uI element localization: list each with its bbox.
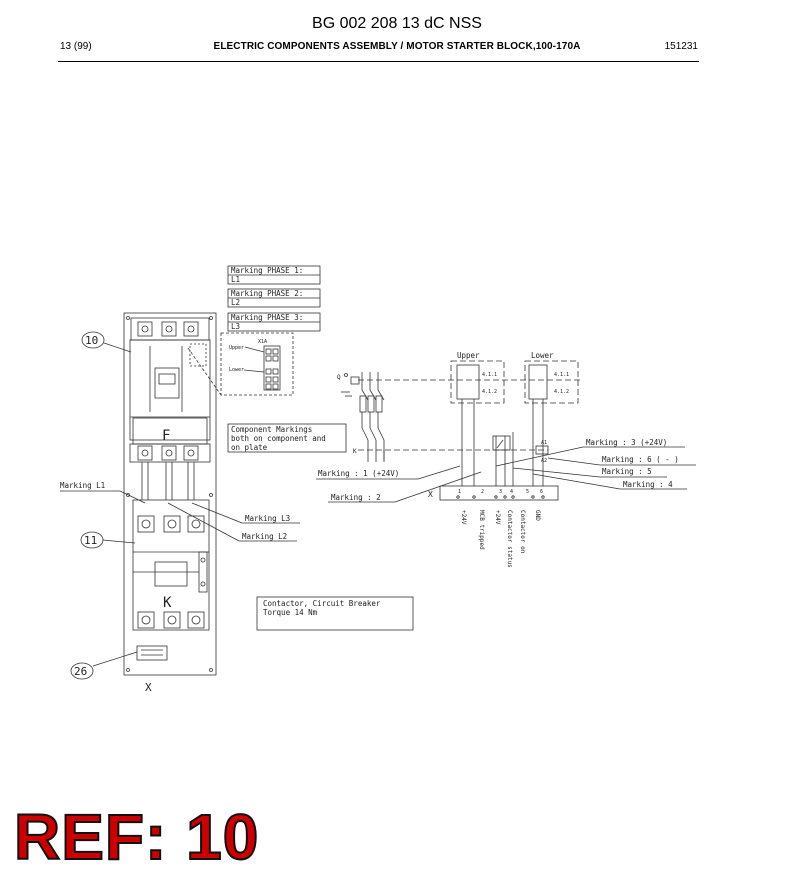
svg-text:both on component and: both on component and: [231, 434, 326, 443]
terminal-labels: [460, 510, 541, 568]
svg-text:1: 1: [458, 489, 462, 495]
svg-text:K: K: [163, 595, 172, 611]
contactor: [133, 500, 209, 630]
svg-text:Contactor on: Contactor on: [519, 510, 526, 554]
page-subtitle: ELECTRIC COMPONENTS ASSEMBLY / MOTOR STARTER BLOCK,100-170A: [213, 41, 581, 52]
marking-l3: [192, 503, 300, 523]
svg-text:K: K: [353, 448, 357, 455]
svg-text:Marking : 4: Marking : 4: [623, 480, 673, 489]
svg-text:A1: A1: [541, 440, 548, 446]
svg-text:4.1.1: 4.1.1: [482, 372, 498, 378]
marking-6: [548, 455, 696, 465]
svg-text:Component Markings: Component Markings: [231, 425, 313, 434]
svg-text:MCB tripped: MCB tripped: [478, 510, 485, 550]
svg-text:Contactor, Circuit Breaker: Contactor, Circuit Breaker: [263, 599, 381, 608]
svg-text:X: X: [428, 490, 433, 499]
svg-text:6: 6: [540, 489, 544, 495]
svg-text:5: 5: [526, 489, 530, 495]
svg-text:3: 3: [499, 489, 503, 495]
torque-box: [257, 597, 413, 630]
component-markings-box: [228, 424, 346, 452]
svg-text:X1A: X1A: [258, 339, 268, 345]
svg-text:Marking PHASE 1:: Marking PHASE 1:: [231, 266, 304, 275]
svg-text:Marking : 3 (+24V): Marking : 3 (+24V): [586, 438, 668, 447]
page-number: 13 (99): [60, 41, 92, 52]
svg-text:+24V: +24V: [460, 510, 467, 525]
svg-text:4.1.2: 4.1.2: [554, 389, 570, 395]
svg-text:2: 2: [481, 489, 485, 495]
svg-text:F: F: [162, 428, 171, 444]
phase-box-2: [228, 289, 320, 307]
svg-text:4: 4: [510, 489, 514, 495]
phase-box-3: [228, 313, 320, 331]
svg-text:L3: L3: [231, 322, 241, 331]
svg-text:Marking : 6 ( - ): Marking : 6 ( - ): [602, 455, 679, 464]
marking-l1: [60, 481, 145, 503]
svg-text:Marking L2: Marking L2: [242, 532, 288, 541]
svg-text:Torque 14 Nm: Torque 14 Nm: [263, 608, 318, 617]
svg-text:on plate: on plate: [231, 443, 268, 452]
svg-text:Upper: Upper: [229, 345, 245, 351]
svg-text:Lower: Lower: [229, 367, 245, 373]
svg-text:Marking : 5: Marking : 5: [602, 467, 652, 476]
ref-label: REF: 10: [14, 801, 260, 873]
inset-detail: [188, 333, 293, 395]
svg-text:11: 11: [84, 534, 98, 547]
svg-text:Marking L3: Marking L3: [245, 514, 291, 523]
svg-text:4.1.1: 4.1.1: [554, 372, 570, 378]
marking-1: [316, 466, 460, 479]
svg-text:Upper: Upper: [457, 351, 480, 360]
svg-text:Lower: Lower: [531, 351, 554, 360]
marking-4: [533, 474, 687, 489]
svg-text:X: X: [145, 681, 152, 694]
svg-text:Marking : 1 (+24V): Marking : 1 (+24V): [318, 469, 400, 478]
document-code: 151231: [664, 41, 698, 52]
svg-text:A2: A2: [541, 458, 548, 464]
phase-box-1: [228, 266, 320, 284]
svg-text:Marking PHASE 2:: Marking PHASE 2:: [231, 289, 304, 298]
svg-text:+24V: +24V: [494, 510, 501, 525]
svg-text:Marking L1: Marking L1: [60, 481, 106, 490]
svg-text:Marking : 2: Marking : 2: [331, 493, 381, 502]
callout-11: [81, 532, 135, 548]
circuit-breaker: [130, 318, 210, 462]
marking-5: [513, 467, 667, 477]
svg-text:Q: Q: [337, 374, 341, 381]
svg-text:26: 26: [74, 665, 88, 678]
svg-text:L1: L1: [231, 275, 241, 284]
svg-text:Contactor status: Contactor status: [506, 510, 513, 568]
terminal-block: [137, 646, 167, 694]
svg-text:4.1.2: 4.1.2: [482, 389, 498, 395]
svg-text:GND: GND: [534, 510, 541, 521]
svg-text:10: 10: [85, 334, 99, 347]
phase-cables: [142, 462, 194, 500]
svg-text:Marking PHASE 3:: Marking PHASE 3:: [231, 313, 304, 322]
svg-text:L2: L2: [231, 298, 241, 307]
document-title: BG 002 208 13 dC NSS: [312, 15, 482, 32]
